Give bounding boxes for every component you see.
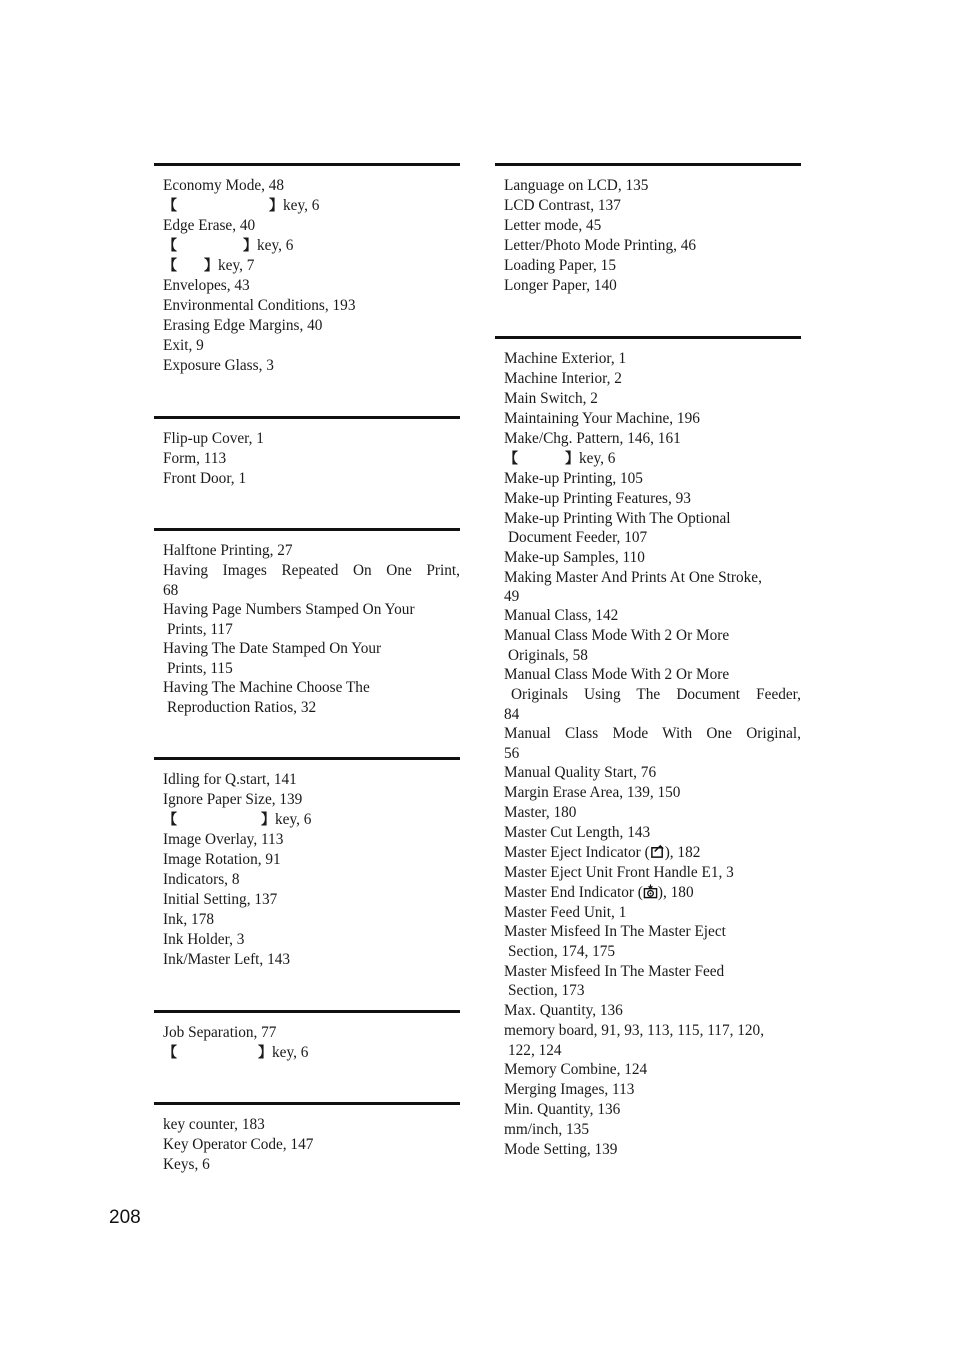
- index-entry-continuation: Prints, 115: [167, 660, 233, 677]
- index-entry: Envelopes, 43: [163, 277, 250, 294]
- index-entry: Ink Holder, 3: [163, 931, 245, 948]
- index-entry: Ink, 178: [163, 911, 214, 928]
- index-entry: Min. Quantity, 136: [504, 1101, 621, 1118]
- index-entry: Master, 180: [504, 804, 577, 821]
- index-section-i: [154, 757, 460, 1010]
- index-entry-with-icon: Master End Indicator ( ), 180: [504, 884, 694, 901]
- index-entry: Manual Class Mode With 2 Or More: [504, 666, 730, 683]
- index-entry-continuation: Section, 173: [508, 982, 585, 999]
- index-entry: Image Overlay, 113: [163, 831, 284, 848]
- index-entry-continuation: Reproduction Ratios, 32: [167, 699, 317, 716]
- index-entry: Master Feed Unit, 1: [504, 904, 627, 921]
- key-bracket-close: 】: [269, 198, 283, 214]
- index-entry: Maintaining Your Machine, 196: [504, 410, 700, 427]
- index-entry-continuation: Prints, 117: [167, 621, 233, 638]
- key-bracket-open: 【: [163, 1045, 177, 1061]
- index-entry: Keys, 6: [163, 1156, 210, 1173]
- index-entry: Exposure Glass, 3: [163, 357, 274, 374]
- index-entry: LCD Contrast, 137: [504, 197, 621, 214]
- key-bracket-close: 】: [565, 451, 579, 467]
- index-entry-with-icon: Master Eject Indicator ( ), 182: [504, 844, 701, 861]
- index-entry: memory board, 91, 93, 113, 115, 117, 120,: [504, 1022, 765, 1039]
- index-entry: Key Operator Code, 147: [163, 1136, 314, 1153]
- index-entry: Indicators, 8: [163, 871, 240, 888]
- index-entry: Having The Date Stamped On Your: [163, 640, 382, 657]
- index-entry-key: 【 】key, 6: [163, 1044, 309, 1061]
- index-entry: Master Misfeed In The Master Eject: [504, 923, 726, 940]
- index-entry-continuation: Originals, 58: [508, 647, 588, 664]
- index-entry: Ink/Master Left, 143: [163, 951, 291, 968]
- index-entry-continuation: Document Feeder, 107: [508, 529, 648, 546]
- index-entry-continuation: 49: [504, 588, 520, 605]
- index-entry: Manual Class, 142: [504, 607, 619, 624]
- index-entry: mm/inch, 135: [504, 1121, 589, 1138]
- index-entry: Manual Class Mode With 2 Or More: [504, 627, 730, 644]
- index-entry: Halftone Printing, 27: [163, 542, 293, 559]
- index-section-k: [154, 1102, 460, 1175]
- index-entry: Make-up Printing Features, 93: [504, 490, 691, 507]
- index-entry: Having The Machine Choose The: [163, 679, 370, 696]
- index-entry: Image Rotation, 91: [163, 851, 281, 868]
- index-entry: Max. Quantity, 136: [504, 1002, 623, 1019]
- index-entry: Front Door, 1: [163, 470, 247, 487]
- index-entry: Idling for Q.start, 141: [163, 771, 297, 788]
- index-section-h: [154, 528, 460, 757]
- index-section-j: [154, 1010, 460, 1102]
- index-entry: Master Eject Unit Front Handle E1, 3: [504, 864, 734, 881]
- index-entry: Job Separation, 77: [163, 1024, 277, 1041]
- index-entry: Letter mode, 45: [504, 217, 602, 234]
- index-entry: key counter, 183: [163, 1116, 265, 1133]
- index-entry: Machine Exterior, 1: [504, 350, 627, 367]
- index-entry-key: 【 】key, 6: [504, 450, 616, 467]
- key-bracket-open: 【: [163, 238, 177, 254]
- index-entry: Merging Images, 113: [504, 1081, 635, 1098]
- index-entry-continuation: 122, 124: [508, 1042, 562, 1059]
- index-column-right: [495, 163, 801, 1160]
- index-entry: Having Images Repeated On One Print,: [163, 562, 460, 579]
- index-section-f: [154, 416, 460, 528]
- key-bracket-close: 】: [204, 258, 218, 274]
- index-entry-key: 【 】key, 6: [163, 237, 294, 254]
- index-entry-continuation: 68: [163, 582, 179, 599]
- index-entry: Main Switch, 2: [504, 390, 598, 407]
- index-entry: Initial Setting, 137: [163, 891, 278, 908]
- master-eject-indicator-icon: [650, 844, 665, 859]
- index-entry: Master Misfeed In The Master Feed: [504, 963, 725, 980]
- index-entry-continuation: 56: [504, 745, 520, 762]
- key-bracket-close: 】: [261, 812, 275, 828]
- index-entry: Edge Erase, 40: [163, 217, 256, 234]
- index-entry: Make-up Samples, 110: [504, 549, 645, 566]
- index-entry-continuation: Section, 174, 175: [508, 943, 616, 960]
- index-entry: Manual Quality Start, 76: [504, 764, 657, 781]
- index-entry: Having Page Numbers Stamped On Your: [163, 601, 415, 618]
- index-entry: Make-up Printing With The Optional: [504, 510, 731, 527]
- index-entry: Margin Erase Area, 139, 150: [504, 784, 681, 801]
- index-section-e: [154, 163, 460, 416]
- index-entry: Make/Chg. Pattern, 146, 161: [504, 430, 681, 447]
- index-entry: Economy Mode, 48: [163, 177, 285, 194]
- index-entry-key: 【 】key, 6: [163, 811, 312, 828]
- index-entry: Machine Interior, 2: [504, 370, 622, 387]
- index-entry: Environmental Conditions, 193: [163, 297, 356, 314]
- index-section-m: [495, 336, 801, 1160]
- index-entry: Letter/Photo Mode Printing, 46: [504, 237, 697, 254]
- index-entry: Memory Combine, 124: [504, 1061, 648, 1078]
- key-bracket-close: 】: [258, 1045, 272, 1061]
- key-bracket-open: 【: [504, 451, 518, 467]
- index-entry: Ignore Paper Size, 139: [163, 791, 303, 808]
- key-bracket-open: 【: [163, 198, 177, 214]
- key-bracket-close: 】: [243, 238, 257, 254]
- index-entry: Language on LCD, 135: [504, 177, 649, 194]
- index-entry: Manual Class Mode With One Original,: [504, 725, 801, 742]
- index-entry: Loading Paper, 15: [504, 257, 616, 274]
- page-number: 208: [109, 1207, 141, 1228]
- master-end-indicator-icon: [643, 884, 658, 899]
- key-bracket-open: 【: [163, 258, 177, 274]
- index-section-l: [495, 163, 801, 336]
- index-entry-continuation: 84: [504, 706, 520, 723]
- index-entry: Mode Setting, 139: [504, 1141, 618, 1158]
- index-entry: Erasing Edge Margins, 40: [163, 317, 323, 334]
- index-entry-key: 【 】key, 7: [163, 257, 255, 274]
- index-entry: Exit, 9: [163, 337, 204, 354]
- key-bracket-open: 【: [163, 812, 177, 828]
- index-entry: Master Cut Length, 143: [504, 824, 651, 841]
- index-entry: Flip-up Cover, 1: [163, 430, 264, 447]
- index-entry: Form, 113: [163, 450, 227, 467]
- index-entry: Longer Paper, 140: [504, 277, 617, 294]
- index-entry: Making Master And Prints At One Stroke,: [504, 569, 762, 586]
- index-entry-continuation: Originals Using The Document Feeder,: [511, 686, 801, 703]
- index-entry: Make-up Printing, 105: [504, 470, 643, 487]
- index-entry-key: 【 】key, 6: [163, 197, 320, 214]
- index-column-left: [154, 163, 460, 1175]
